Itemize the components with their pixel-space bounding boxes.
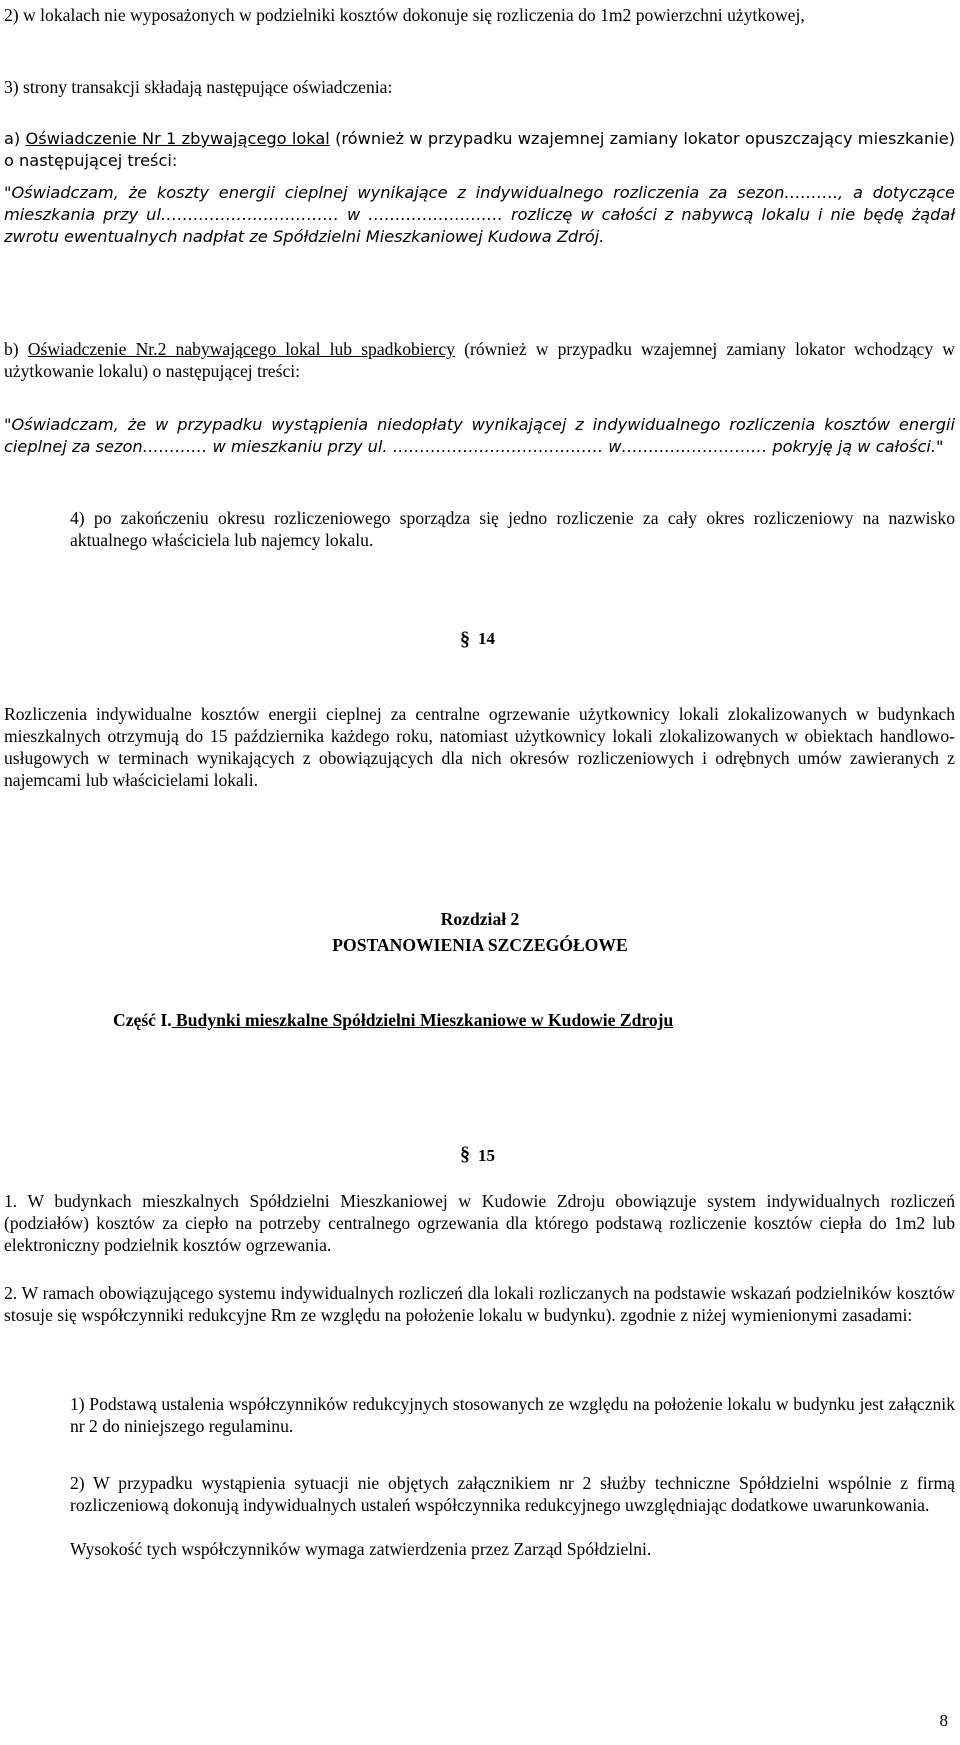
section-15-note: Wysokość tych współczynników wymaga zatwierdzenia przez Zarząd Spółdzielni. (70, 1539, 652, 1559)
section-14-text: Rozliczenia indywidualne kosztów energii cieplnej za centralne ogrzewanie użytkownicy lokali zlokalizowanych w budynkach mieszkalnych otrzymują do 15 października każdego roku, natomiast użytkownicy lokali zlokalizowanych w obiektach handlowo-usługowych w terminach wynikających z obowiązujących dla nich okresów rozliczeniowych i odrębnych umów zawieranych z najemcami lub właścicielami lokali. (4, 704, 955, 790)
statement-a-label: Oświadczenie Nr 1 zbywającego lokal (25, 129, 330, 148)
statement-a-rest: (również w przypadku wzajemnej zamiany lokator opuszczający mieszkanie) o następującej treści: (4, 129, 955, 170)
statement-a-prefix: a) (4, 129, 26, 148)
statement-a (4, 128, 955, 172)
section-15-paragraph-2: 2. W ramach obowiązującego systemu indywidualnych rozliczeń dla lokali rozliczanych na podstawie wskazań podzielników kosztów stosuje się współczynniki redukcyjne Rm ze względu na położenie lokalu w budynku). zgodnie z niżej wymienionymi zasadami: (4, 1283, 955, 1325)
statement-b (4, 338, 955, 382)
section-sign-14: § (460, 628, 470, 650)
statement-b-rest: (również w przypadku wzajemnej zamiany lokator wchodzący w użytkowanie lokalu) o następującej treści: (4, 339, 955, 381)
section-15-paragraph-1: 1. W budynkach mieszkalnych Spółdzielni Mieszkaniowej w Kudowie Zdroju obowiązuje system indywidualnych rozliczeń (podziałów) kosztów za ciepło na potrzeby centralnego ogrzewania dla którego podstawą rozliczenie kosztów ciepła do 1m2 lub elektroniczny podzielnik kosztów ogrzewania. (4, 1191, 955, 1255)
statement-b-quote: "Oświadczam, że w przypadku wystąpienia niedopłaty wynikającej z indywidualnego rozliczenia kosztów energii cieplnej za sezon………… w mieszkaniu przy ul. ………………………………… w……………………… pokryję ją w całości." (4, 415, 955, 456)
item-4-text: 4) po zakończeniu okresu rozliczeniowego sporządza się jedno rozliczenie za cały okres rozliczeniowy na nazwisko aktualnego właściciela lub najemcy lokalu. (70, 508, 955, 550)
statement-b-label: Oświadczenie Nr.2 nabywającego lokal lub spadkobiercy (27, 339, 455, 359)
section-number-14: 14 (478, 629, 495, 648)
part-heading (113, 1009, 673, 1031)
section-15-subpoint-1: 1) Podstawą ustalenia współczynników redukcyjnych stosowanych ze względu na położenie lokalu w budynku jest załącznik nr 2 do niniejszego regulaminu. (70, 1394, 955, 1436)
item-2-text: 2) w lokalach nie wyposażonych w podzielniki kosztów dokonuje się rozliczenia do 1m2 powierzchni użytkowej, (4, 5, 805, 25)
part-title: Budynki mieszkalne Spółdzielni Mieszkaniowe w Kudowie Zdroju (171, 1010, 674, 1030)
page-number: 8 (939, 1711, 948, 1730)
chapter-subtitle: POSTANOWIENIA SZCZEGÓŁOWE (332, 935, 628, 955)
part-label: Część I. (113, 1010, 172, 1030)
section-number-15: 15 (478, 1146, 495, 1165)
section-sign-15: § (460, 1143, 470, 1165)
statement-a-quote: "Oświadczam, że koszty energii cieplnej wynikające z indywidualnego rozliczenia za sezon………., a dotyczące mieszkania przy ul…………………………… w ………………….… rozliczę w całości z nabywcą lokalu i nie będę żądał zwrotu ewentualnych nadpłat ze Spółdzielni Mieszkaniowej Kudowa Zdrój. (4, 183, 955, 246)
item-3-text: 3) strony transakcji składają następujące oświadczenia: (4, 77, 393, 97)
section-15-subpoint-2: 2) W przypadku wystąpienia sytuacji nie objętych załącznikiem nr 2 służby techniczne Spółdzielni wspólnie z firmą rozliczeniową dokonują indywidualnych ustaleń współczynnika redukcyjnego uwzględniając dodatkowe uwarunkowania. (70, 1473, 955, 1515)
statement-b-prefix: b) (4, 339, 28, 359)
chapter-title: Rozdział 2 (440, 909, 520, 929)
